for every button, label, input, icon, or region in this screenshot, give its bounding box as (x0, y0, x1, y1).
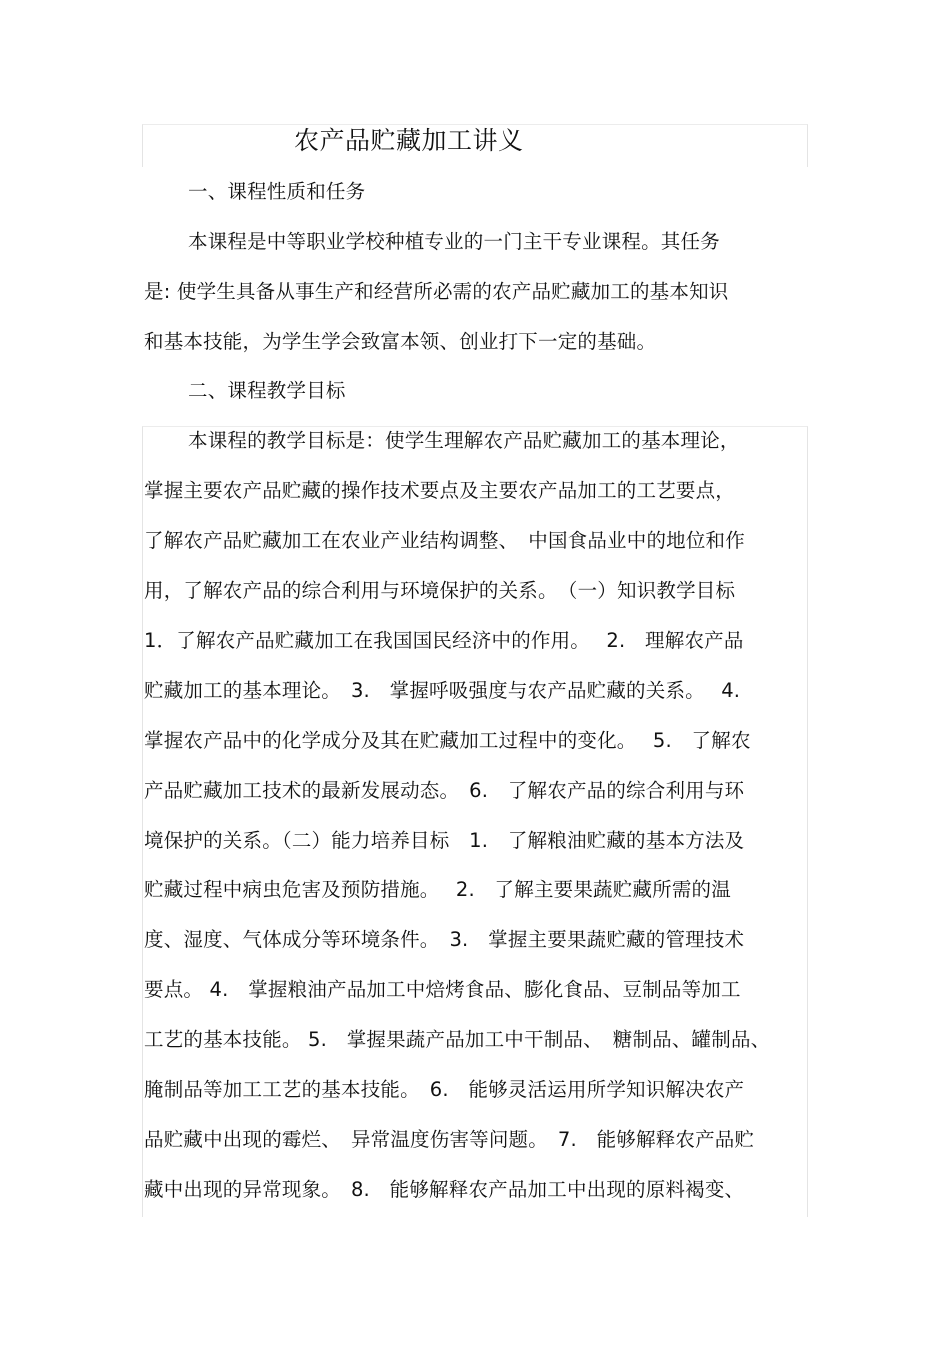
paragraph-line: 了解农产品贮藏加工在农业产业结构调整、 中国食品业中的地位和作 (144, 529, 745, 552)
paragraph-line: 1．了解农产品贮藏加工在我国国民经济中的作用。 2. 理解农产品 (144, 629, 744, 652)
paragraph-line: 工艺的基本技能。 5. 掌握果蔬产品加工中干制品、 糖制品、罐制品、 (144, 1028, 771, 1051)
paragraph-line: 境保护的关系。（二）能力培养目标 1. 了解粮油贮藏的基本方法及 (144, 829, 745, 852)
paragraph-line: 产品贮藏加工技术的最新发展动态。 6. 了解农产品的综合利用与环 (144, 779, 745, 802)
section-heading-1: 一、课程性质和任务 (188, 180, 366, 203)
document-title: 农产品贮藏加工讲义 (294, 126, 524, 155)
paragraph-line: 和基本技能，为学生学会致富本领、创业打下一定的基础。 (144, 330, 657, 353)
paragraph-line: 腌制品等加工工艺的基本技能。 6. 能够灵活运用所学知识解决农产 (144, 1078, 745, 1101)
paragraph-line: 用，了解农产品的综合利用与环境保护的关系。 （一）知识教学目标 (144, 579, 736, 602)
paragraph-line: 本课程是中等职业学校种植专业的一门主干专业课程。其任务 (188, 230, 720, 253)
paragraph-line: 要点。 4. 掌握粮油产品加工中焙烤食品、膨化食品、豆制品等加工 (144, 978, 741, 1001)
paragraph-line: 贮藏过程中病虫危害及预防措施。 2. 了解主要果蔬贮藏所需的温 (144, 878, 731, 901)
section-heading-2: 二、课程教学目标 (188, 379, 346, 402)
paragraph-line: 掌握主要农产品贮藏的操作技术要点及主要农产品加工的工艺要点， (144, 479, 736, 502)
paragraph-line: 贮藏加工的基本理论。 3. 掌握呼吸强度与农产品贮藏的关系。 4. (144, 679, 741, 702)
paragraph-line: 度、湿度、气体成分等环境条件。 3. 掌握主要果蔬贮藏的管理技术 (144, 928, 745, 951)
paragraph-line: 是: 使学生具备从事生产和经营所必需的农产品贮藏加工的基本知识 (144, 280, 729, 303)
paragraph-line: 品贮藏中出现的霉烂、 异常温度伤害等问题。 7. 能够解释农产品贮 (144, 1128, 755, 1151)
paragraph-line: 掌握农产品中的化学成分及其在贮藏加工过程中的变化。 5. 了解农 (144, 729, 751, 752)
paragraph-line: 本课程的教学目标是：使学生理解农产品贮藏加工的基本理论， (188, 429, 740, 452)
paragraph-line: 藏中出现的异常现象。 8. 能够解释农产品加工中出现的原料褐变、 (144, 1178, 745, 1201)
